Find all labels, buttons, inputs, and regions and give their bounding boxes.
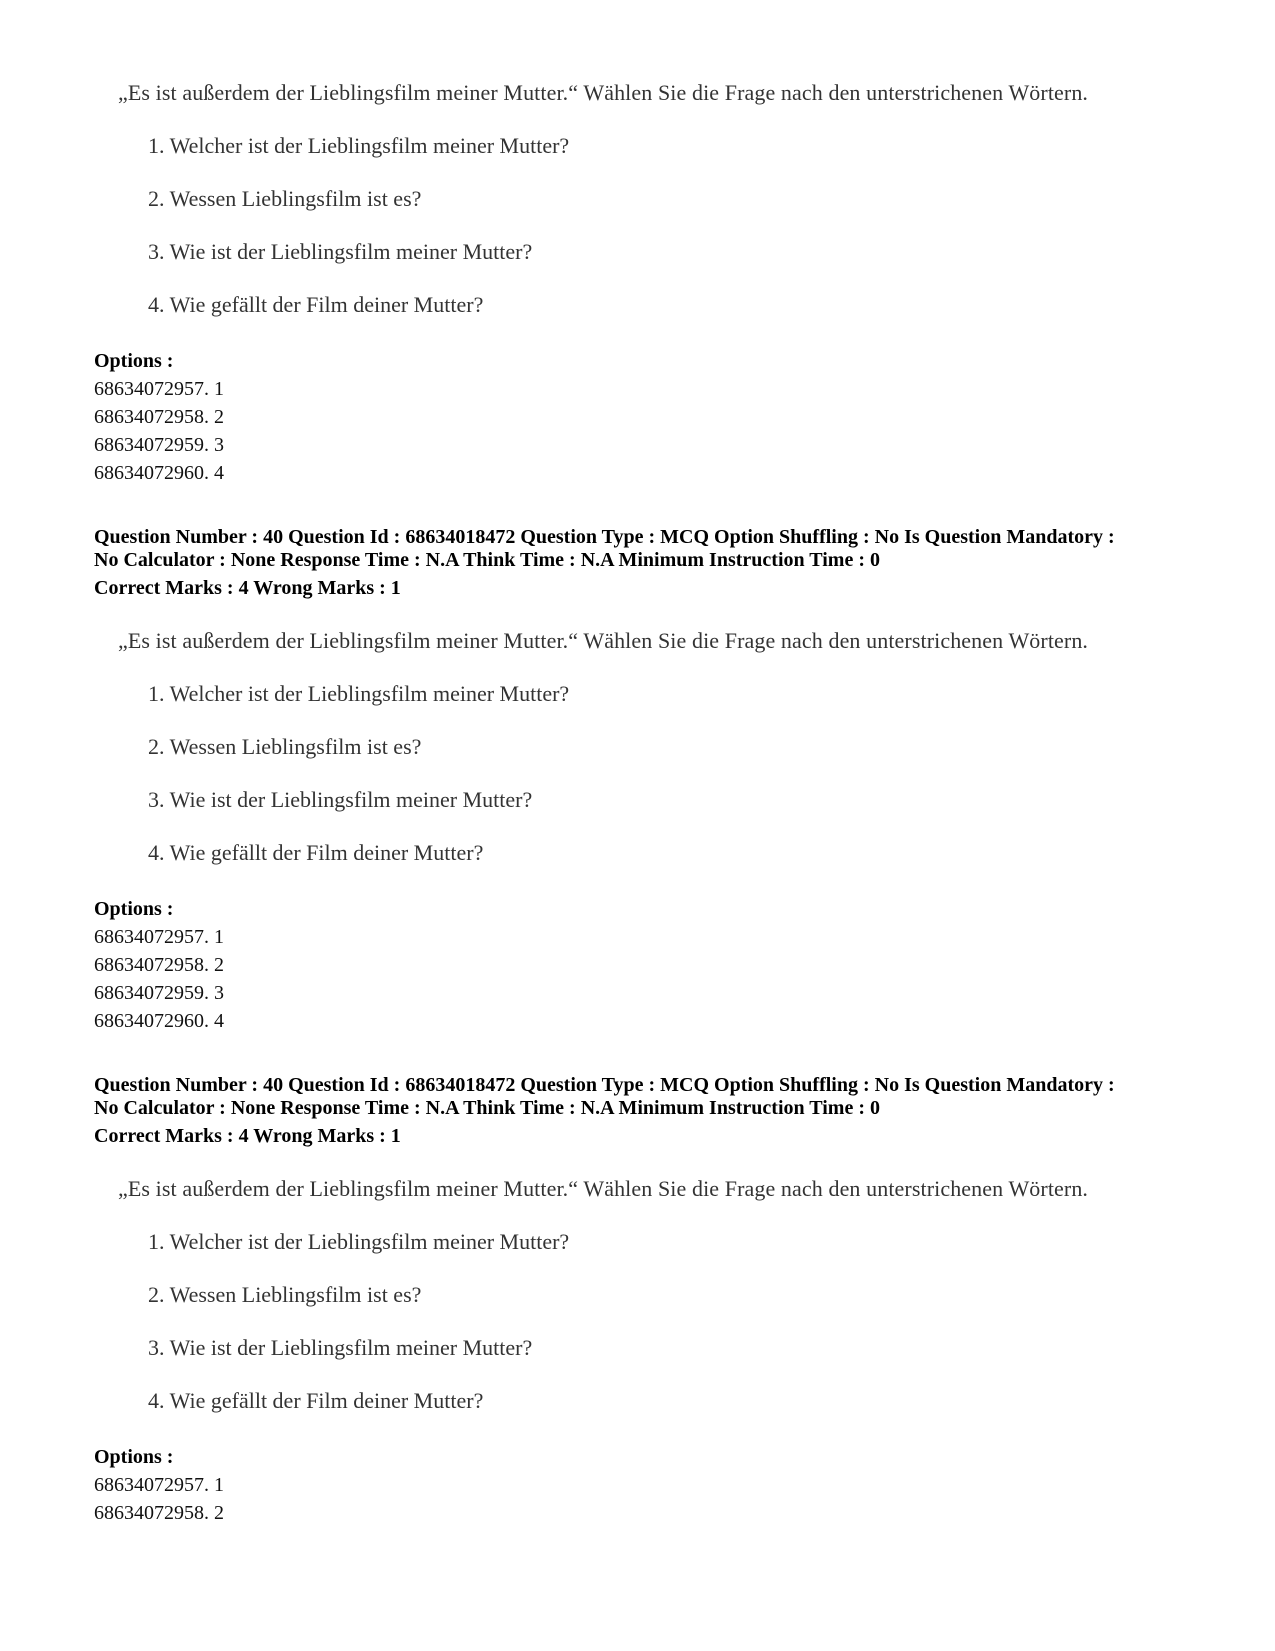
choice-item: 4. Wie gefällt der Film deiner Mutter? [148, 292, 484, 317]
option-item: 68634072958. 2 [94, 1502, 224, 1524]
options-label: Options : [94, 1446, 174, 1468]
choice-item: 1. Welcher ist der Lieblingsfilm meiner Mutter? [148, 133, 570, 158]
choice-item: 2. Wessen Lieblingsfilm ist es? [148, 186, 422, 211]
choice-item: 3. Wie ist der Lieblingsfilm meiner Mutter? [148, 787, 533, 812]
question-meta-line-1: Question Number : 40 Question Id : 68634018472 Question Type : MCQ Option Shuffling : No Is Question Mandatory : [94, 1074, 1115, 1096]
option-item: 68634072960. 4 [94, 462, 224, 484]
option-item: 68634072957. 1 [94, 378, 224, 400]
question-marks: Correct Marks : 4 Wrong Marks : 1 [94, 1125, 401, 1147]
question-text: „Es ist außerdem der Lieblingsfilm meiner Mutter.“ Wählen Sie die Frage nach den unterstrichenen Wörtern. [118, 80, 1089, 105]
options-label: Options : [94, 350, 174, 372]
option-item: 68634072957. 1 [94, 926, 224, 948]
question-text: „Es ist außerdem der Lieblingsfilm meiner Mutter.“ Wählen Sie die Frage nach den unterstrichenen Wörtern. [118, 1176, 1089, 1201]
question-meta-line-2: No Calculator : None Response Time : N.A Think Time : N.A Minimum Instruction Time : 0 [94, 549, 880, 571]
question-marks: Correct Marks : 4 Wrong Marks : 1 [94, 577, 401, 599]
option-item: 68634072957. 1 [94, 1474, 224, 1496]
question-meta-line-1: Question Number : 40 Question Id : 68634018472 Question Type : MCQ Option Shuffling : No Is Question Mandatory : [94, 526, 1115, 548]
options-label: Options : [94, 898, 174, 920]
choice-item: 1. Welcher ist der Lieblingsfilm meiner Mutter? [148, 681, 570, 706]
choice-item: 1. Welcher ist der Lieblingsfilm meiner Mutter? [148, 1229, 570, 1254]
choice-item: 4. Wie gefällt der Film deiner Mutter? [148, 1388, 484, 1413]
option-item: 68634072958. 2 [94, 954, 224, 976]
option-item: 68634072959. 3 [94, 982, 224, 1004]
question-meta-line-2: No Calculator : None Response Time : N.A Think Time : N.A Minimum Instruction Time : 0 [94, 1097, 880, 1119]
question-text: „Es ist außerdem der Lieblingsfilm meiner Mutter.“ Wählen Sie die Frage nach den unterstrichenen Wörtern. [118, 628, 1089, 653]
choice-item: 3. Wie ist der Lieblingsfilm meiner Mutter? [148, 239, 533, 264]
option-item: 68634072959. 3 [94, 434, 224, 456]
choice-item: 3. Wie ist der Lieblingsfilm meiner Mutter? [148, 1335, 533, 1360]
choice-item: 4. Wie gefällt der Film deiner Mutter? [148, 840, 484, 865]
option-item: 68634072960. 4 [94, 1010, 224, 1032]
choice-item: 2. Wessen Lieblingsfilm ist es? [148, 1282, 422, 1307]
choice-item: 2. Wessen Lieblingsfilm ist es? [148, 734, 422, 759]
option-item: 68634072958. 2 [94, 406, 224, 428]
